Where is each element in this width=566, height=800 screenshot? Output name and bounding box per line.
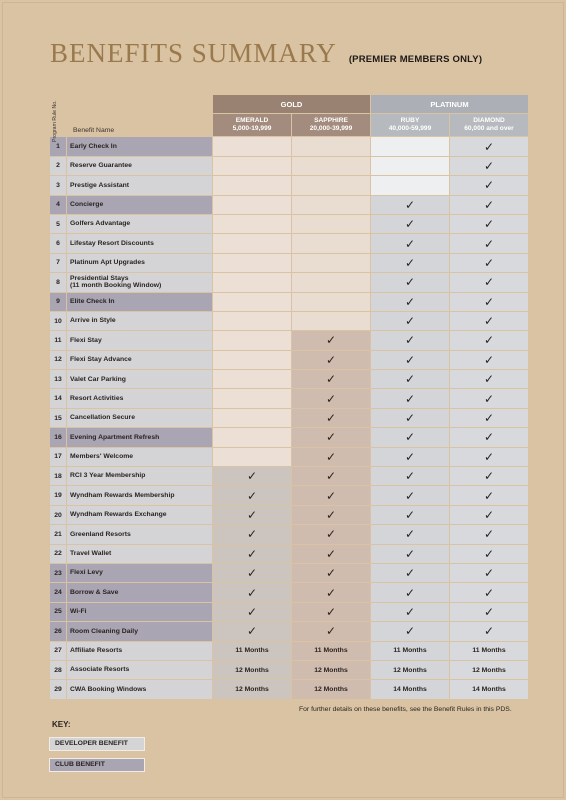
benefit-name-text: Platinum Apt Upgrades <box>70 259 145 267</box>
diamond-cell: ✓ <box>450 603 528 621</box>
rule-number: 22 <box>50 545 66 563</box>
benefits-table <box>49 94 529 700</box>
diamond-cell: ✓ <box>450 525 528 543</box>
emerald-cell <box>213 254 291 272</box>
ruby-cell: 14 Months <box>371 680 449 698</box>
sapphire-cell: 12 Months <box>292 680 370 698</box>
table-row <box>50 293 528 311</box>
benefit-name <box>67 622 212 640</box>
emerald-cell: ✓ <box>213 564 291 582</box>
benefit-name <box>67 486 212 504</box>
emerald-cell <box>213 312 291 330</box>
table-row <box>50 506 528 524</box>
ruby-cell: 11 Months <box>371 642 449 660</box>
emerald-cell <box>213 293 291 311</box>
footnote: For further details on these benefits, see the Benefit Rules in this PDS. <box>299 706 512 713</box>
emerald-cell <box>213 428 291 446</box>
emerald-cell <box>213 157 291 175</box>
benefit-name-text: Wyndham Rewards Membership <box>70 491 175 499</box>
sapphire-cell: ✓ <box>292 622 370 640</box>
sapphire-cell <box>292 273 370 291</box>
benefit-name-text: Early Check In <box>70 142 117 150</box>
emerald-cell: ✓ <box>213 506 291 524</box>
rule-number: 21 <box>50 525 66 543</box>
ruby-cell: ✓ <box>371 467 449 485</box>
emerald-cell: 12 Months <box>213 661 291 679</box>
table-row <box>50 215 528 233</box>
table-row <box>50 157 528 175</box>
ruby-cell: ✓ <box>371 428 449 446</box>
table-row <box>50 680 528 698</box>
benefit-name <box>67 351 212 369</box>
rule-number: 26 <box>50 622 66 640</box>
rule-number: 11 <box>50 331 66 349</box>
rule-number: 9 <box>50 293 66 311</box>
emerald-cell: ✓ <box>213 467 291 485</box>
table-row <box>50 467 528 485</box>
rule-number: 24 <box>50 583 66 601</box>
table-row <box>50 583 528 601</box>
diamond-cell: ✓ <box>450 448 528 466</box>
sapphire-cell: ✓ <box>292 351 370 369</box>
diamond-cell: ✓ <box>450 428 528 446</box>
emerald-cell <box>213 389 291 407</box>
emerald-cell: ✓ <box>213 603 291 621</box>
benefit-name-text: Wi-Fi <box>70 608 87 616</box>
sapphire-cell <box>292 157 370 175</box>
diamond-cell: 14 Months <box>450 680 528 698</box>
table-row <box>50 564 528 582</box>
emerald-cell: ✓ <box>213 583 291 601</box>
group-header-row <box>50 95 528 113</box>
table-row <box>50 389 528 407</box>
rule-number: 6 <box>50 234 66 252</box>
table-row <box>50 545 528 563</box>
rule-number: 28 <box>50 661 66 679</box>
ruby-cell: ✓ <box>371 254 449 272</box>
ruby-cell: ✓ <box>371 370 449 388</box>
ruby-cell <box>371 176 449 194</box>
benefit-name-text: Travel Wallet <box>70 550 112 558</box>
rule-number: 25 <box>50 603 66 621</box>
benefit-name-text: RCI 3 Year Membership <box>70 472 146 480</box>
benefit-name <box>67 389 212 407</box>
rule-number: 14 <box>50 389 66 407</box>
emerald-cell <box>213 409 291 427</box>
emerald-cell <box>213 448 291 466</box>
diamond-cell: ✓ <box>450 176 528 194</box>
emerald-cell <box>213 370 291 388</box>
rule-number: 18 <box>50 467 66 485</box>
benefit-name <box>67 196 212 214</box>
sapphire-cell: ✓ <box>292 467 370 485</box>
tier-name: DIAMOND <box>473 117 505 125</box>
emerald-cell: ✓ <box>213 545 291 563</box>
diamond-cell: ✓ <box>450 293 528 311</box>
rule-number: 5 <box>50 215 66 233</box>
tier-ruby <box>371 114 449 136</box>
table-row <box>50 196 528 214</box>
benefit-name-text: Borrow & Save <box>70 588 119 596</box>
group-platinum: PLATINUM <box>371 95 528 113</box>
benefit-name <box>67 215 212 233</box>
diamond-cell: ✓ <box>450 545 528 563</box>
table-row <box>50 234 528 252</box>
sapphire-cell: ✓ <box>292 389 370 407</box>
tier-sapphire <box>292 114 370 136</box>
rule-number: 3 <box>50 176 66 194</box>
table-row <box>50 351 528 369</box>
rule-number: 2 <box>50 157 66 175</box>
sapphire-cell <box>292 215 370 233</box>
tier-header-row <box>50 114 528 136</box>
rule-number: 12 <box>50 351 66 369</box>
benefit-name-text: Cancellation Secure <box>70 414 135 422</box>
benefit-name-text: Concierge <box>70 201 104 208</box>
emerald-cell <box>213 215 291 233</box>
ruby-cell: ✓ <box>371 409 449 427</box>
rule-number: 13 <box>50 370 66 388</box>
emerald-cell <box>213 176 291 194</box>
emerald-cell <box>213 137 291 155</box>
benefit-name-text: Lifestay Resort Discounts <box>70 239 154 247</box>
benefit-name-text: Greenland Resorts <box>70 530 131 538</box>
tier-emerald <box>213 114 291 136</box>
rule-number: 10 <box>50 312 66 330</box>
benefit-name <box>67 661 212 679</box>
key-developer-benefit: DEVELOPER BENEFIT <box>49 737 145 751</box>
rule-number: 16 <box>50 428 66 446</box>
diamond-cell: ✓ <box>450 254 528 272</box>
diamond-cell: ✓ <box>450 331 528 349</box>
rule-number: 19 <box>50 486 66 504</box>
diamond-cell: ✓ <box>450 467 528 485</box>
benefit-name-text: Reserve Guarantee <box>70 162 132 170</box>
table-row <box>50 603 528 621</box>
rule-number: 20 <box>50 506 66 524</box>
sapphire-cell <box>292 137 370 155</box>
emerald-cell: ✓ <box>213 525 291 543</box>
rule-number: 4 <box>50 196 66 214</box>
ruby-cell: 12 Months <box>371 661 449 679</box>
rule-number: 15 <box>50 409 66 427</box>
table-row <box>50 661 528 679</box>
ruby-cell: ✓ <box>371 622 449 640</box>
table-row <box>50 428 528 446</box>
diamond-cell: ✓ <box>450 409 528 427</box>
diamond-cell: ✓ <box>450 137 528 155</box>
tier-range: 40,000-59,999 <box>388 125 432 133</box>
benefit-name-text: Members' Welcome <box>70 453 134 461</box>
benefit-name <box>67 370 212 388</box>
benefit-name-text: Flexi Levy <box>70 569 103 577</box>
benefit-name <box>67 293 212 311</box>
diamond-cell: ✓ <box>450 312 528 330</box>
benefit-name <box>67 467 212 485</box>
benefit-name <box>67 642 212 660</box>
benefit-name-text: Flexi Stay Advance <box>70 356 132 364</box>
benefit-name-text: Presidential Stays <box>70 274 129 282</box>
ruby-cell: ✓ <box>371 196 449 214</box>
table-row <box>50 409 528 427</box>
sapphire-cell: ✓ <box>292 583 370 601</box>
key-club-benefit: CLUB BENEFIT <box>49 758 145 772</box>
sapphire-cell: ✓ <box>292 486 370 504</box>
benefit-name-text: Elite Check In <box>70 297 115 305</box>
table-row <box>50 312 528 330</box>
ruby-cell: ✓ <box>371 583 449 601</box>
benefit-name-text: Valet Car Parking <box>70 375 126 383</box>
ruby-cell: ✓ <box>371 564 449 582</box>
ruby-cell: ✓ <box>371 273 449 291</box>
benefit-name-text: Golfers Advantage <box>70 220 131 228</box>
table-row <box>50 642 528 660</box>
ruby-cell: ✓ <box>371 293 449 311</box>
ruby-cell: ✓ <box>371 603 449 621</box>
group-gold: GOLD <box>213 95 370 113</box>
page-title: BENEFITS SUMMARY <box>50 38 337 68</box>
benefit-name-text: Affiliate Resorts <box>70 646 123 654</box>
ruby-cell: ✓ <box>371 215 449 233</box>
rule-number: 27 <box>50 642 66 660</box>
benefit-name-text: Prestige Assistant <box>70 181 130 189</box>
ruby-cell: ✓ <box>371 234 449 252</box>
sapphire-cell <box>292 176 370 194</box>
rule-number: 23 <box>50 564 66 582</box>
diamond-cell: ✓ <box>450 351 528 369</box>
ruby-cell: ✓ <box>371 506 449 524</box>
ruby-cell: ✓ <box>371 312 449 330</box>
rule-number: 1 <box>50 137 66 155</box>
emerald-cell: 11 Months <box>213 642 291 660</box>
emerald-cell: ✓ <box>213 622 291 640</box>
benefit-name-text: Wyndham Rewards Exchange <box>70 511 167 519</box>
tier-range: 5,000-19,999 <box>232 125 272 133</box>
rule-number: 7 <box>50 254 66 272</box>
benefit-name-text: Resort Activities <box>70 394 124 402</box>
tier-name: RUBY <box>400 117 420 125</box>
benefit-name <box>67 409 212 427</box>
table-row <box>50 176 528 194</box>
diamond-cell: ✓ <box>450 583 528 601</box>
benefit-name-text: Arrive in Style <box>70 317 116 325</box>
table-row <box>50 525 528 543</box>
benefit-name <box>67 603 212 621</box>
sapphire-cell: ✓ <box>292 525 370 543</box>
benefit-name <box>67 273 212 291</box>
benefit-name <box>67 331 212 349</box>
table-row <box>50 486 528 504</box>
ruby-cell: ✓ <box>371 351 449 369</box>
diamond-cell: ✓ <box>450 506 528 524</box>
rule-number: 29 <box>50 680 66 698</box>
ruby-cell: ✓ <box>371 331 449 349</box>
title-block <box>50 38 482 69</box>
ruby-cell: ✓ <box>371 525 449 543</box>
ruby-cell: ✓ <box>371 389 449 407</box>
sapphire-cell: ✓ <box>292 428 370 446</box>
table-row <box>50 331 528 349</box>
sapphire-cell <box>292 196 370 214</box>
tier-range: 20,000-39,999 <box>309 125 353 133</box>
sapphire-cell <box>292 234 370 252</box>
benefit-name <box>67 234 212 252</box>
benefit-name <box>67 254 212 272</box>
benefit-name <box>67 448 212 466</box>
sapphire-cell: ✓ <box>292 545 370 563</box>
rule-number: 8 <box>50 273 66 291</box>
table-row <box>50 448 528 466</box>
ruby-cell: ✓ <box>371 545 449 563</box>
benefit-name <box>67 137 212 155</box>
sapphire-cell: ✓ <box>292 603 370 621</box>
sapphire-cell: ✓ <box>292 331 370 349</box>
benefit-name <box>67 680 212 698</box>
diamond-cell: ✓ <box>450 215 528 233</box>
emerald-cell <box>213 234 291 252</box>
key-label: KEY: <box>52 720 71 729</box>
diamond-cell: ✓ <box>450 389 528 407</box>
ruby-cell: ✓ <box>371 448 449 466</box>
emerald-cell <box>213 196 291 214</box>
emerald-cell <box>213 273 291 291</box>
table-row <box>50 370 528 388</box>
benefit-name <box>67 157 212 175</box>
tier-name: SAPPHIRE <box>314 117 348 125</box>
sapphire-cell <box>292 293 370 311</box>
benefit-name <box>67 428 212 446</box>
diamond-cell: 11 Months <box>450 642 528 660</box>
table-row <box>50 273 528 291</box>
sapphire-cell <box>292 312 370 330</box>
sapphire-cell: ✓ <box>292 370 370 388</box>
rule-no-header <box>50 100 66 143</box>
emerald-cell: ✓ <box>213 486 291 504</box>
table-row <box>50 137 528 155</box>
emerald-cell <box>213 351 291 369</box>
tier-range: 60,000 and over <box>464 125 514 133</box>
benefit-name <box>67 312 212 330</box>
emerald-cell: 12 Months <box>213 680 291 698</box>
rule-no-label: Program Rule No. <box>52 100 58 143</box>
benefit-name <box>67 564 212 582</box>
benefit-name <box>67 176 212 194</box>
tier-diamond <box>450 114 528 136</box>
benefit-name <box>67 525 212 543</box>
diamond-cell: ✓ <box>450 622 528 640</box>
diamond-cell: ✓ <box>450 234 528 252</box>
benefit-name-text: Room Cleaning Daily <box>70 627 138 635</box>
rule-number: 17 <box>50 448 66 466</box>
diamond-cell: 12 Months <box>450 661 528 679</box>
benefit-name <box>67 545 212 563</box>
sapphire-cell: ✓ <box>292 564 370 582</box>
sapphire-cell: 12 Months <box>292 661 370 679</box>
page-subtitle: (PREMIER MEMBERS ONLY) <box>348 54 483 65</box>
tier-name: EMERALD <box>235 117 269 125</box>
sapphire-cell: ✓ <box>292 409 370 427</box>
header-blank <box>50 95 212 113</box>
benefit-name <box>67 506 212 524</box>
ruby-cell: ✓ <box>371 486 449 504</box>
sapphire-cell <box>292 254 370 272</box>
emerald-cell <box>213 331 291 349</box>
diamond-cell: ✓ <box>450 370 528 388</box>
benefit-name-header: Benefit Name <box>73 127 115 135</box>
sapphire-cell: 11 Months <box>292 642 370 660</box>
diamond-cell: ✓ <box>450 196 528 214</box>
ruby-cell <box>371 157 449 175</box>
diamond-cell: ✓ <box>450 564 528 582</box>
diamond-cell: ✓ <box>450 273 528 291</box>
ruby-cell <box>371 137 449 155</box>
sapphire-cell: ✓ <box>292 448 370 466</box>
sapphire-cell: ✓ <box>292 506 370 524</box>
benefit-name-text: Flexi Stay <box>70 336 102 344</box>
benefit-name-text: Associate Resorts <box>70 666 130 674</box>
table-row <box>50 254 528 272</box>
diamond-cell: ✓ <box>450 486 528 504</box>
benefit-name-text: Evening Apartment Refresh <box>70 433 160 441</box>
benefit-name-note: (11 month Booking Window) <box>70 282 162 290</box>
diamond-cell: ✓ <box>450 157 528 175</box>
table-row <box>50 622 528 640</box>
benefit-name <box>67 583 212 601</box>
benefit-name-text: CWA Booking Windows <box>70 685 147 693</box>
